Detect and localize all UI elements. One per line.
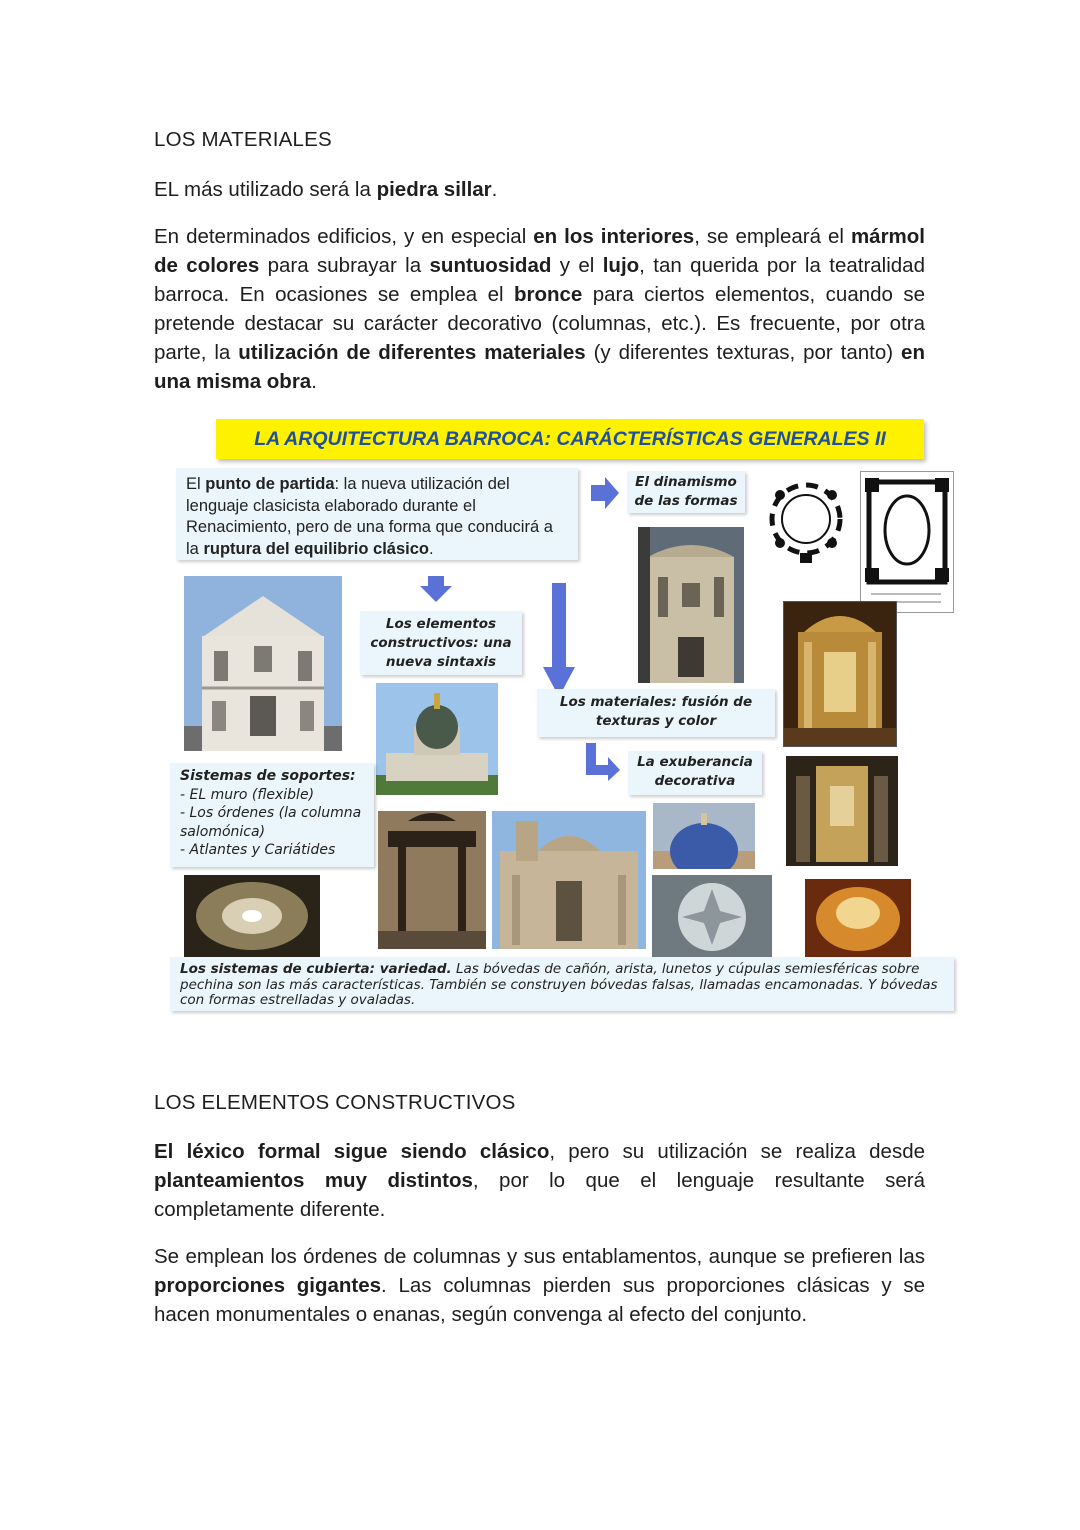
arrow-turn-right-icon bbox=[582, 741, 622, 781]
roof-title: Los sistemas de cubierta: variedad. bbox=[180, 961, 452, 977]
paragraph-formal-lexicon: El léxico formal sigue siendo clásico, pero su utilización se realiza desde planteamientos muy distintos, por lo que el lenguaje resultante será completamente diferente. bbox=[154, 1140, 926, 1221]
oval-dome-photo bbox=[184, 875, 320, 957]
gilded-altar-photo bbox=[783, 601, 897, 747]
roof-systems-box bbox=[170, 957, 954, 1011]
decorative-exuberance-box: La exuberancia decorativa bbox=[628, 751, 762, 795]
oval-plan-drawing bbox=[860, 471, 954, 613]
star-vault-photo bbox=[652, 875, 772, 959]
paragraph-materials: En determinados edificios, y en especial en los interiores, se empleará el mármol de colores para subrayar la suntuosidad y el lujo, tan querida por la teatralidad barroca. En ocasiones se emplea el bronce para ciertos elementos, cuando se pretende destacar su carácter decorativo (columnas, etc.). Es frecuente, por otra parte, la utilización de diferentes materiales (y diferentes texturas, por tanto) en una misma obra. bbox=[154, 225, 925, 393]
materials-box: Los materiales: fusión de texturas y color bbox=[537, 689, 775, 737]
arrow-down-icon bbox=[418, 574, 454, 604]
altar-interior-photo bbox=[786, 756, 898, 866]
round-plan-drawing bbox=[760, 473, 852, 565]
baldachin-photo bbox=[378, 811, 486, 949]
dome-photo bbox=[376, 683, 498, 795]
starting-point-box: El punto de partida: la nueva utilización del lenguaje clasicista elaborado durante el Renacimiento, pero de una forma que conducirá a la ruptura del equilibrio clásico. bbox=[176, 468, 578, 560]
infographic-title: LA ARQUITECTURA BARROCA: CARÁCTERÍSTICAS GENERALES II bbox=[216, 419, 924, 459]
section-heading-materials: LOS MATERIALES bbox=[154, 128, 332, 151]
paragraph-columns: Se emplean los órdenes de columnas y sus entablamentos, aunque se prefieren las proporciones gigantes. Las columnas pierden sus proporciones clásicas y se hacen monumentales o enanas, según convenga al efecto del conjunto. bbox=[154, 1245, 925, 1326]
supports-item: - Los órdenes (la columna salomónica) bbox=[180, 805, 362, 840]
baroque-infographic bbox=[168, 415, 958, 1015]
church-facade-photo bbox=[184, 576, 342, 751]
supports-title: Sistemas de soportes: bbox=[180, 768, 356, 784]
section-heading-constructive: LOS ELEMENTOS CONSTRUCTIVOS bbox=[154, 1091, 516, 1114]
paragraph-stone: EL más utilizado será la piedra sillar. bbox=[154, 178, 498, 201]
blue-dome-photo bbox=[653, 803, 755, 869]
borromini-facade-photo bbox=[638, 527, 744, 683]
cathedral-facade-photo bbox=[492, 811, 646, 949]
golden-dome-photo bbox=[805, 879, 911, 957]
constructive-elements-box: Los elementos constructivos: una nueva sintaxis bbox=[360, 611, 522, 675]
supports-item: - Atlantes y Cariátides bbox=[180, 842, 336, 858]
arrow-down-long-icon bbox=[541, 581, 577, 699]
roof-text: Las bóvedas de cañón, arista, lunetos y cúpulas semiesféricas sobre pechina son las más características. También se construyen bóvedas falsas, llamadas encamonadas. Y bóvedas con formas estrelladas y ovaladas. bbox=[180, 961, 938, 1008]
dynamism-box: El dinamismo de las formas bbox=[627, 471, 745, 513]
arrow-right-icon bbox=[589, 475, 621, 511]
supports-item: - EL muro (flexible) bbox=[180, 786, 315, 803]
supports-box bbox=[170, 763, 374, 867]
